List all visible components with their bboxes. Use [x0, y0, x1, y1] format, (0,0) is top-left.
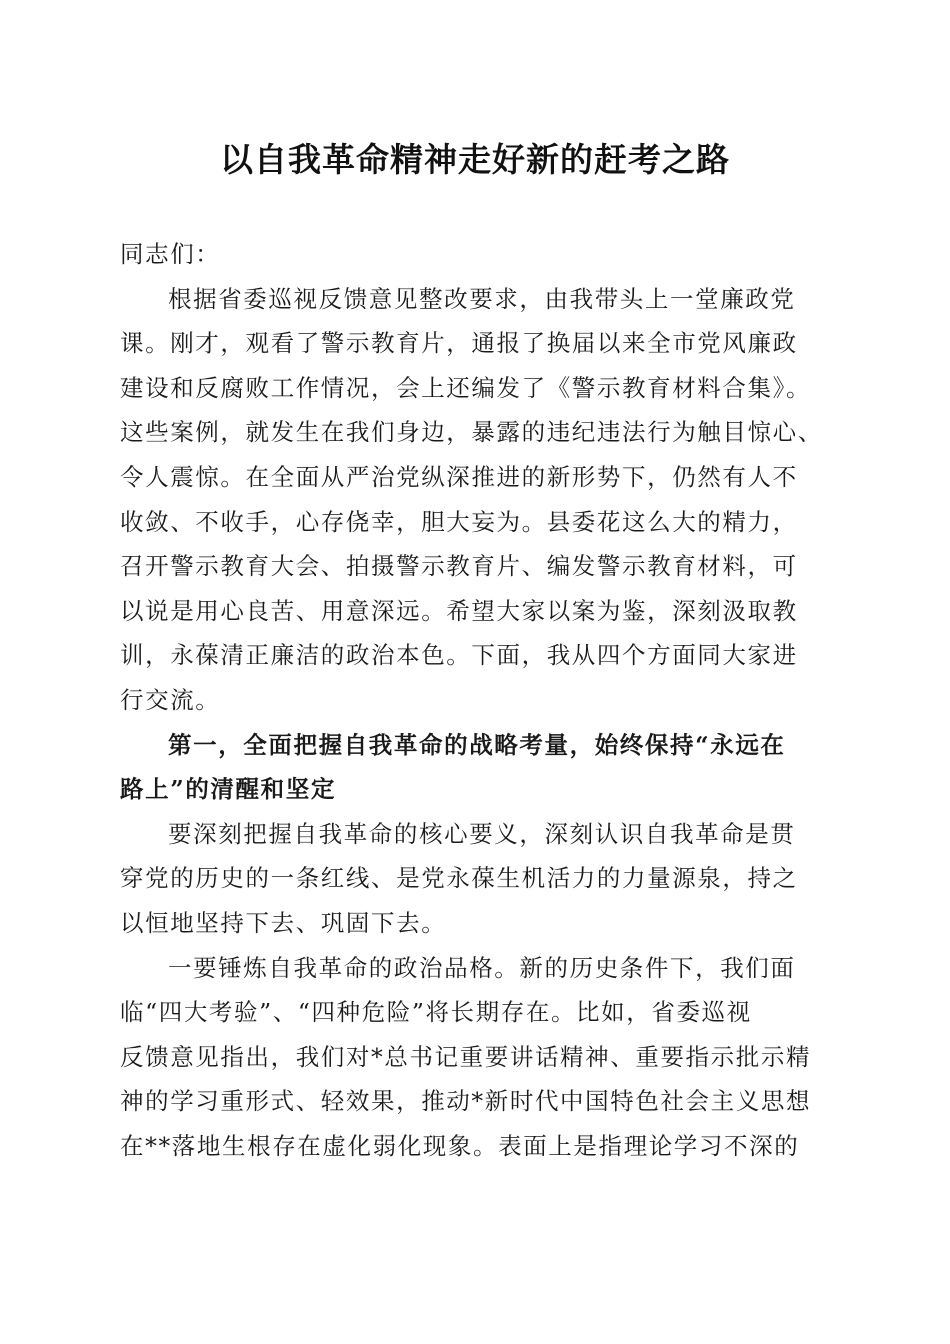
paragraph-line: 反馈意见指出，我们对*总书记重要讲话精神、重要指示批示精: [120, 1042, 812, 1071]
paragraph-line: 这些案例，就发生在我们身边，暴露的违纪违法行为触目惊心、: [120, 418, 823, 447]
paragraph-line: 神的学习重形式、轻效果，推动*新时代中国特色社会主义思想: [120, 1087, 812, 1116]
paragraph-line: 一要锤炼自我革命的政治品格。新的历史条件下，我们面: [168, 953, 796, 982]
paragraph-line: 穿党的历史的一条红线、是党永葆生机活力的力量源泉，持之: [120, 864, 798, 893]
document-title: 以自我革命精神走好新的赶考之路: [220, 140, 730, 179]
paragraph-line: 在**落地生根存在虚化弱化现象。表面上是指理论学习不深的: [120, 1131, 800, 1160]
paragraph-line: 根据省委巡视反馈意见整改要求，由我带头上一堂廉政党: [168, 284, 796, 313]
paragraph-line: 令人震惊。在全面从严治党纵深推进的新形势下，仍然有人不: [120, 462, 798, 491]
paragraph-line: 以恒地坚持下去、巩固下去。: [120, 908, 447, 937]
paragraph-line: 召开警示教育大会、拍摄警示教育片、编发警示教育材料，可: [120, 552, 798, 581]
paragraph-line: 要深刻把握自我革命的核心要义，深刻认识自我革命是贯: [168, 819, 796, 848]
paragraph-line: 以说是用心良苦、用意深远。希望大家以案为鉴，深刻汲取教: [120, 596, 798, 625]
document-body: [120, 232, 825, 1168]
paragraph-line: 同志们：: [120, 240, 221, 268]
paragraph-line: 收敛、不收手，心存侥幸，胆大妄为。县委花这么大的精力，: [120, 507, 798, 536]
section-heading-line: 路上”的清醒和坚定: [120, 775, 336, 804]
paragraph-line: 训，永葆清正廉洁的政治本色。下面，我从四个方面同大家进: [120, 641, 798, 670]
paragraph-line: 建设和反腐败工作情况，会上还编发了《警示教育材料合集》。: [120, 373, 812, 402]
section-heading-line: 第一，全面把握自我革命的战略考量，始终保持“永远在: [168, 730, 786, 759]
paragraph-line: 临“四大考验”、“四种危险”将长期存在。比如，省委巡视: [120, 998, 752, 1027]
paragraph-line: 行交流。: [120, 685, 221, 714]
paragraph-line: 课。刚才，观看了警示教育片，通报了换届以来全市党风廉政: [120, 329, 798, 358]
